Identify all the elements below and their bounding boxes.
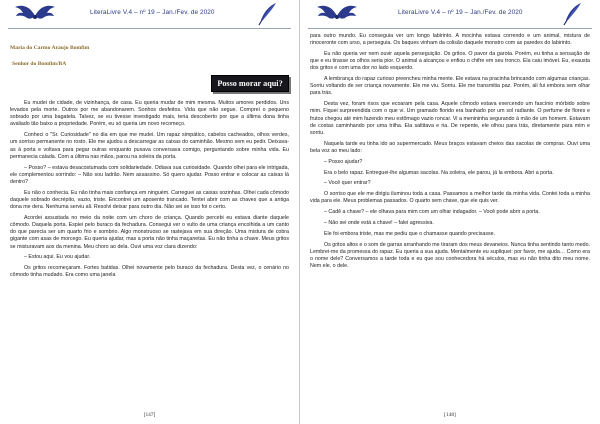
- paragraph: Acordei assustada no meio da noite com um choro de criança. Quando percebi eu estava diante daquele cômodo. Daquela porta. Espiei pelo buraco da fechadura. Consegui ver o vulto de uma criança encolhida a um canto do que parecia ser um quarto frio e sombrio. Algo monstruoso se rastejava em sua direção. Uma mistura de cobra gigante com asas de morcego. Eu queria ajudar, mas a porta não tinha maçanetas. Eu não tinha a chave. Meus gritos se misturavam aos da menina. Meu choro ao dela. Ouvi uma voz clara dizendo:: [10, 214, 289, 250]
- paragraph: – Cadê a chave? – ele olhava para mim com um olhar indagador. – Você pode abrir a porta.: [324, 209, 540, 216]
- right-page: [300, 0, 600, 424]
- paragraph: Ele foi embora triste, mas me pediu que o chamasse quando precisasse.: [324, 231, 496, 237]
- quill-icon: [562, 2, 584, 26]
- paragraph: A lembrança do rapaz curioso preencheu minha mente. Ele estava na pracinha brincando com algumas crianças. Sorriu voltando de ser criança novamente. Ele me viu. Sorriu. Ele me transmitia paz. Porém, ali fui embora sem olhar para trás.: [310, 76, 590, 97]
- paragraph: Desta vez, foram risos que ecoaram pela casa. Aquele cômodo estava exercendo um fascínio mórbido sobre mim. Fiquei surpreendida com o que vi. Um gramado florido era banhado por um sol radiante. O perfume de flores e frutos chegou até mim fazendo meu estômago vazio roncar. Vi a menininha segurando à mão de um homem. Estavam de costas caminhando por uma trilha. Ela saltitava e ria. De repente, ele olhou para trás, diretamente para mim e sorriu.: [310, 101, 590, 136]
- quill-icon: [257, 2, 279, 26]
- author-place: Senhor do Bomfim/BA: [12, 61, 67, 67]
- paragraph: – Estou aqui. Eu vou ajudar.: [24, 254, 91, 261]
- page-number: [147]: [143, 412, 156, 418]
- paragraph: Eu não queria ver nem ouvir aquela perseguição. Os gritos. O pavor da garota. Porém, eu tinha a sensação de que e eu tirasse os olhos seria pior. O animal a alcançou e enfiou o chifre em seu tronco. Ela caiu imóvel. Eu, exausta dos gritos e com uma dor no lado esquerdo.: [310, 51, 590, 72]
- paragraph: Os gritos recomeçaram. Fortes batidas. Olhei novamente pelo buraco da fechadura. Desta vez, o cenário no cômodo tinha mudado. Era como uma janela: [10, 265, 289, 279]
- paragraph: Naquela tarde eu tinha ido ao supermercado. Meus braços estavam cheios das sacolas de compras. Ouvi uma bela voz ao meu lado:: [310, 140, 590, 154]
- paragraph: – Posso ajudar?: [324, 158, 363, 165]
- paragraph: Era o belo rapaz. Entreguei-lhe algumas sacolas. Na soleira, ele parou, já la embora. Abri a porta.: [324, 169, 554, 176]
- journal-title: LiteraLivre V.4 – nº 19 – Jan./Fev. de 2020: [398, 9, 523, 16]
- paragraph: Eu não o conhecia. Eu não tinha mais confiança em ninguém. Carreguei as caixas sozinhas. Olhei cada cômodo daquele sobrado decrépito, vazio, triste. Encontrei um aposento trancado. Tentei abrir com as chaves que a antiga dona me dera. Nenhuma serviu ali. Resolvi deixar para outro dia. Não sei se isso foi o certo.: [10, 189, 289, 211]
- story-body-right: [310, 33, 590, 270]
- page-number: [148]: [444, 412, 456, 418]
- page-header: [8, 0, 291, 29]
- paragraph: para outro mundo. Eu conseguia ver um longo labirinto. A mocinha estava correndo e um animal, mistura de rinoceronte com urso, a perseguia. Os baques vinham da colisão daquele monstro com as paredes do labirinto.: [310, 33, 590, 47]
- paragraph: – Não sei onde está a chave! – falei agressiva.: [324, 220, 434, 227]
- page-header: [308, 0, 592, 29]
- author-name: Maria do Carmo Araujo Bomfim: [10, 45, 90, 51]
- paragraph: Conheci o "Sr. Curiosidade" no dia em que me mudei. Um rapaz simpático, cabelos cacheados, olhos verdes, um sorriso permanente no rosto. Ele me ajudou a descarregar as caixas do caminhão. Mesmo sem eu pedir. Deixava-as à porta e voltava para pegar outras enquanto puxava conversava comigo, perguntando sobre minha vida. Eu permanecia calada. Com a última nas mãos, parou na soleira da porta.: [10, 132, 289, 160]
- paragraph: O sorriso que ele me dirigiu iluminou toda a casa. Passamos a melhor tarde da minha vida. Contei toda a minha vida para ele. Meus problemas passados. O quarto sem chave, que ele quis ver.: [310, 191, 590, 205]
- journal-title: LiteraLivre V.4 – nº 19 – Jan./Fev. de 2020: [90, 9, 215, 16]
- wings-icon: [316, 2, 358, 26]
- paragraph: – Você quer entrar?: [324, 180, 371, 187]
- wings-icon: [14, 2, 56, 26]
- paragraph: Os gritos altos e o som de garras arranhando me tiraram dos meus devaneios. Nunca tinha sentindo tanto medo. Lembrei-me da promessa do rapaz. Eu queria a sua ajuda. Mentalmente eu supliquei: por favor, me ajuda… Como era o nome dele? Conversamos a tarde toda e eu que sou conhecedora há séculos, mas eu não tinha dito meu nome. Nem ele, o dele.: [310, 241, 590, 270]
- paragraph: Eu mudei de cidade, de vizinhança, de casa. Eu queria mudar de mim mesma. Muitos amores perdidos. Uns levados pela morte. Outros por me abandonarem. Sonhos desfeitos. Vida que não segue. Comprei o pequeno sobrado por uma bagatela. Talvez, se eu tivesse investigado mais, teria descoberto por que a última dona tinha avaliado tão baixo a propriedade. Porém, eu só queria um novo recomeço.: [10, 100, 289, 128]
- story-body-left: [10, 100, 289, 280]
- story-title: Posso morar aqui?: [211, 75, 289, 92]
- paragraph: – Posso? – estava desacostumada com solidariedade. Odiava sua curiosidade. Quando olhei para ele intrigada, ele complementou sorrindo: – Não sou ladrão. Nem assassino. Só quero ajudar. Posso entrar e colocar as caixas lá dentro?: [10, 164, 289, 185]
